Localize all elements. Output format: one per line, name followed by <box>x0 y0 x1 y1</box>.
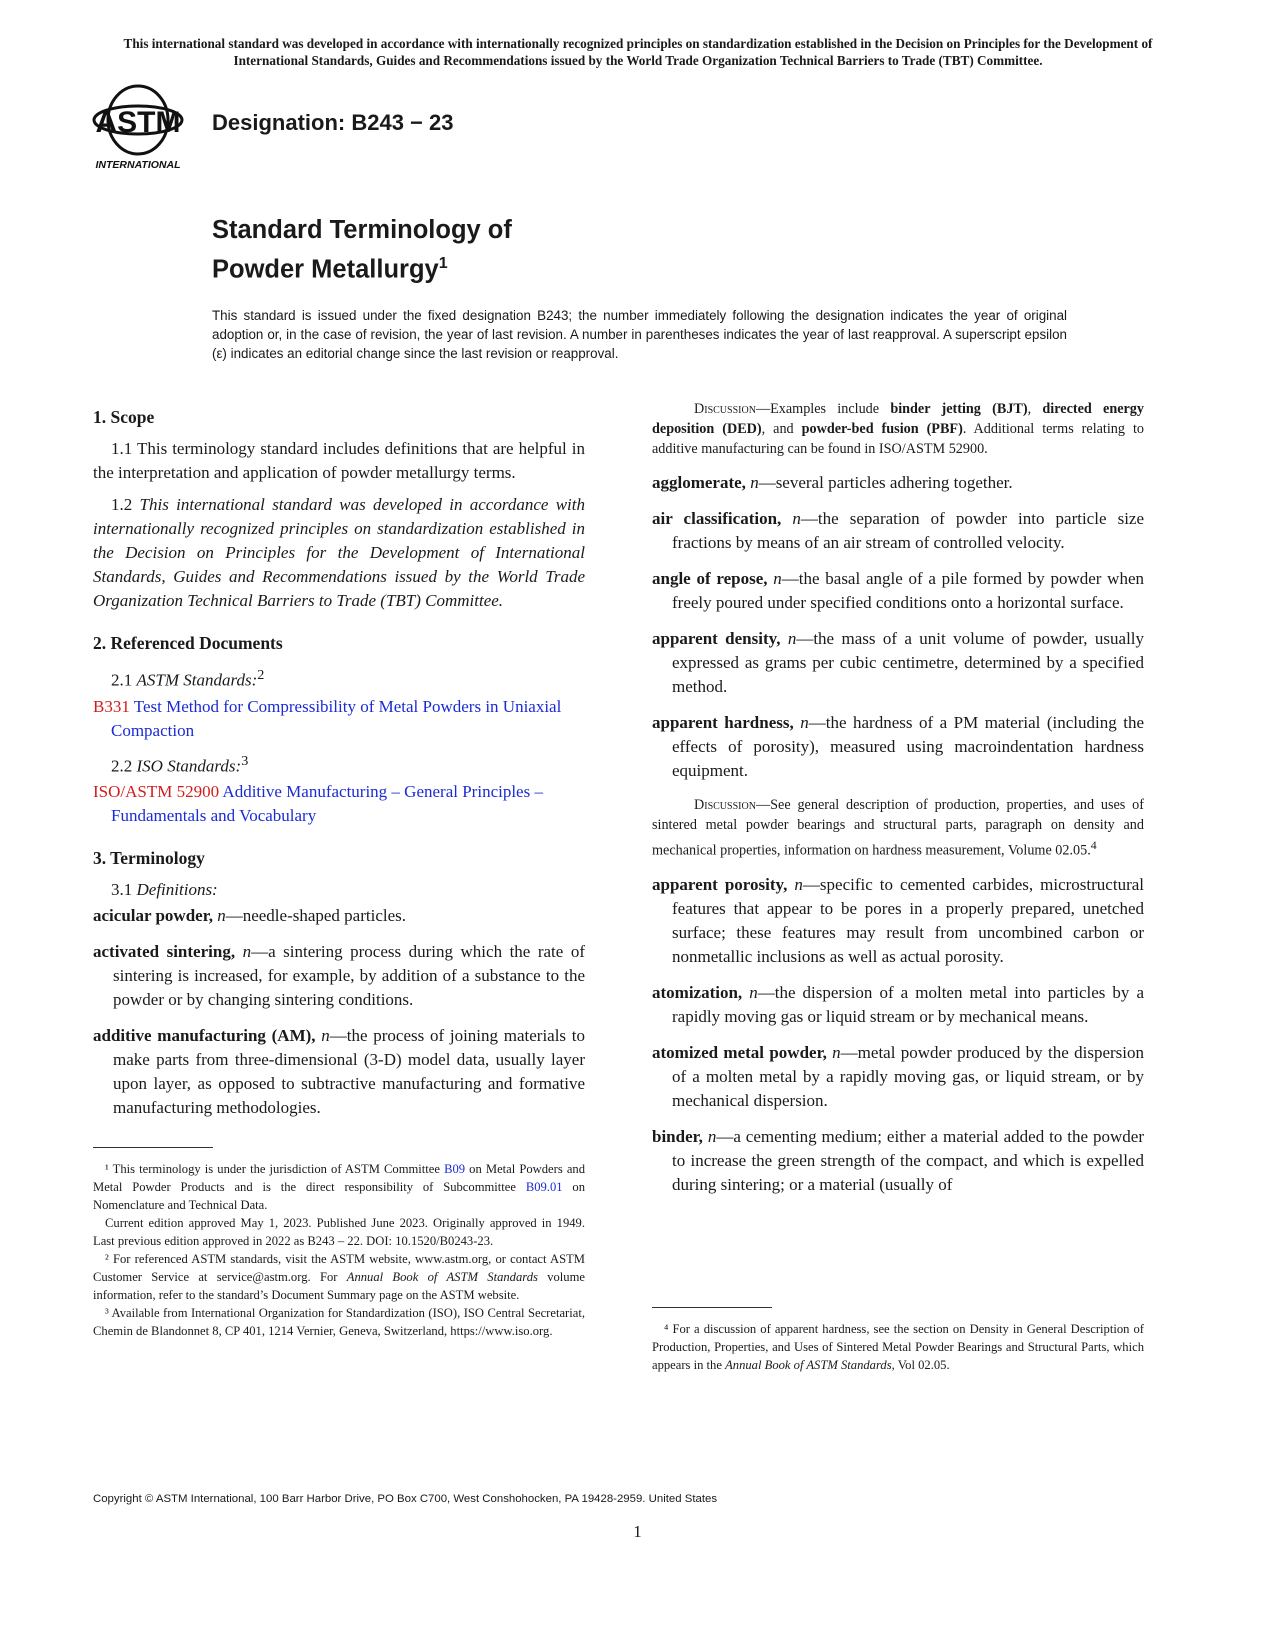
footnote-1-edition: Current edition approved May 1, 2023. Published June 2023. Originally approved in 1949. Last previous edition approved in 2022 as B243 – 22. DOI: 10.1520/B0243-23. <box>93 1216 585 1248</box>
footnote-1-text-c: on Nomenclature and Technical Data. <box>93 1180 585 1212</box>
title-footnote-ref: 1 <box>438 255 448 272</box>
term-pos: n <box>792 509 801 528</box>
term-pos: n <box>800 713 809 732</box>
term-def: —the basal angle of a pile formed by powder when freely poured under specified conditions onto a horizontal surface. <box>672 569 1145 612</box>
term-atomization <box>652 981 1144 1029</box>
footnote-4-italic: Annual Book of ASTM Standards <box>725 1358 892 1372</box>
refdocs-2-1-label: ASTM Standards: <box>136 670 258 690</box>
footnote-1-link-b0901[interactable]: B09.01 <box>525 1180 563 1194</box>
designation: Designation: B243 − 23 <box>212 110 454 135</box>
term-def: —the mass of a unit volume of powder, usually expressed as grams per cubic centimetre, determined by a specified method. <box>672 629 1145 696</box>
discussion-hardness <box>652 795 1144 861</box>
title-line-2: Powder Metallurgy <box>212 255 439 284</box>
scope-1-2-text: This international standard was developed in accordance with internationally recognized principles on standardization established in the Decision on Principles for the Development of International Standards, Guides and Recommendations issued by the World Trade Organization Technical Barriers to Trade (TBT) Committee. <box>93 495 585 610</box>
term-name: angle of repose, <box>652 569 768 588</box>
term-name: atomization, <box>652 982 743 1002</box>
footnote-1-text-b: on Metal Powders and Metal Powder Products and is the direct responsibility of Subcommittee <box>93 1162 586 1194</box>
refdocs-2-1 <box>93 663 585 693</box>
term-name: additive manufacturing (AM), <box>93 1026 316 1046</box>
term-pos: n <box>707 1126 717 1146</box>
term-name: acicular powder, <box>93 906 213 926</box>
term-air-classification <box>652 507 1144 555</box>
term-pos: n <box>773 569 782 588</box>
term-acicular-powder <box>93 904 585 928</box>
refdocs-2-2-num: 2.2 <box>111 756 133 776</box>
term-def: —the separation of powder into particle size fractions by means of an air stream of controlled velocity. <box>672 509 1145 552</box>
discussion-bold-bjt: binder jetting (BJT) <box>890 401 1028 417</box>
term-pos: n <box>750 473 759 492</box>
footnotes-right <box>652 1320 1144 1374</box>
scope-heading: 1. Scope <box>93 407 155 427</box>
term-apparent-hardness <box>652 711 1144 783</box>
intro-paragraph: This standard is issued under the fixed designation B243; the number immediately following the designation indicates the year of original adoption or, in the case of revision, the year of last revision. A number in parentheses indicates the year of last reapproval. A superscript epsilon (ε) indicates an editorial change since the last revision or reapproval. <box>212 308 1067 361</box>
discussion-text: —See general description of production, properties, and uses of sintered metal powder bearings and structural parts, paragraph on density and mechanical properties, information on hardness measurement, Volume 02.05. <box>652 797 1144 859</box>
refdocs-2-2-fn: 3 <box>241 752 249 769</box>
astm-logo <box>90 82 190 174</box>
footnote-1 <box>93 1160 585 1214</box>
footnote-4-text-a: ⁴ For a discussion of apparent hardness, see the section on Density in General Description of Production, Properties, and Uses of Sintered Metal Powder Bearings and Structural Parts, which appears in the <box>652 1322 1144 1372</box>
term-apparent-porosity <box>652 873 1144 969</box>
term-name: apparent hardness, <box>652 713 794 732</box>
footnote-rule-left <box>93 1147 213 1148</box>
ref-iso-code[interactable]: ISO/ASTM 52900 <box>93 782 220 802</box>
page-title <box>212 214 512 287</box>
page-number: 1 <box>633 1522 642 1541</box>
discussion-bold-pbf: powder-bed fusion (PBF) <box>801 421 963 437</box>
term-pos: n <box>832 1042 841 1062</box>
term-name: atomized metal powder, <box>652 1042 827 1062</box>
discussion-text: , and <box>761 421 802 437</box>
refdocs-heading: 2. Referenced Documents <box>93 633 283 653</box>
discussion-label: Discussion <box>694 401 756 417</box>
term-def: —metal powder produced by the dispersion of a molten metal by a rapidly moving gas, or liquid stream, or by mechanical dispersion. <box>672 1042 1144 1110</box>
term-def: —several particles adhering together. <box>758 473 1013 492</box>
footnote-2-text-a: ² For referenced ASTM standards, visit the ASTM website, www.astm.org, or contact ASTM Customer Service at service@astm.org. For <box>93 1252 585 1284</box>
footnote-2 <box>93 1250 585 1304</box>
scope-1-2 <box>93 493 585 613</box>
discussion-footnote-ref: 4 <box>1090 838 1097 852</box>
footnote-3: ³ Available from International Organization for Standardization (ISO), ISO Central Secretariat, Chemin de Blandonnet 8, CP 401, 1214 Vernier, Geneva, Switzerland, https://www.iso.org. <box>93 1306 585 1338</box>
footnote-1-link-b09[interactable]: B09 <box>444 1162 466 1176</box>
wto-notice: This international standard was developed in accordance with internationally recognized principles on standardization established in the Decision on Principles for the Development of International Standards, Guides and Recommendations issued by the World Trade Organization Technical Barriers to Trade (TBT) Committee. <box>123 36 1153 68</box>
term-def: —the dispersion of a molten metal into particles by a rapidly moving gas or liquid stream or by mechanical means. <box>672 982 1144 1026</box>
ref-iso52900[interactable] <box>93 780 585 828</box>
term-activated-sintering <box>93 940 585 1012</box>
term-pos: n <box>749 982 758 1002</box>
refdocs-2-1-fn: 2 <box>257 667 265 683</box>
footnotes-left <box>93 1160 585 1340</box>
term-name: binder, <box>652 1126 703 1146</box>
term-def: —a sintering process during which the rate of sintering is increased, for example, by addition of a substance to the powder or by changing sintering conditions. <box>113 942 585 1010</box>
term-additive-manufacturing <box>93 1024 585 1120</box>
terminology-3-1-label: Definitions: <box>136 880 218 900</box>
discussion-text: —Examples include <box>755 401 891 417</box>
astm-logo-mark <box>90 82 190 174</box>
term-apparent-density <box>652 627 1144 699</box>
refdocs-2-2-label: ISO Standards: <box>136 756 242 776</box>
discussion-bold-ded: directed energy deposition (DED) <box>652 401 1144 437</box>
terminology-heading: 3. Terminology <box>93 848 205 869</box>
footnote-1-text-a: ¹ This terminology is under the jurisdiction of ASTM Committee <box>105 1162 445 1176</box>
logo-letters: ASTM <box>95 106 181 139</box>
scope-1-2-num: 1.2 <box>111 495 133 514</box>
discussion-additive <box>652 399 1144 459</box>
term-pos: n <box>217 906 226 926</box>
term-def: —needle-shaped particles. <box>225 906 407 926</box>
term-name: agglomerate, <box>652 473 746 492</box>
footnote-4-text-b: , Vol 02.05. <box>891 1358 950 1372</box>
term-binder <box>652 1125 1144 1197</box>
term-def: —a cementing medium; either a material added to the powder to increase the green strength of the compact, and which is expelled during sintering; or a material (usually of <box>672 1126 1144 1194</box>
term-atomized-metal-powder <box>652 1041 1144 1113</box>
term-angle-of-repose <box>652 567 1144 615</box>
discussion-text: , <box>1027 401 1043 417</box>
term-name: activated sintering, <box>93 942 236 962</box>
term-pos: n <box>787 629 797 648</box>
terminology-3-1-num: 3.1 <box>111 880 133 900</box>
refdocs-2-1-num: 2.1 <box>111 670 133 690</box>
term-name: apparent density, <box>652 629 781 648</box>
discussion-label: Discussion <box>694 797 756 813</box>
terminology-3-1 <box>93 878 585 902</box>
discussion-text: . Additional terms relating to additive manufacturing can be found in ISO/ASTM 52900. <box>652 421 1144 457</box>
copyright: Copyright © ASTM International, 100 Barr Harbor Drive, PO Box C700, West Conshohocken, PA 19428-2959. United States <box>93 1493 718 1505</box>
ref-iso-title[interactable]: Additive Manufacturing – General Principles – Fundamentals and Vocabulary <box>111 782 543 826</box>
footnote-2-text-b: volume information, refer to the standard’s Document Summary page on the ASTM website. <box>93 1270 585 1302</box>
ref-b331[interactable] <box>93 695 585 743</box>
term-def: —the process of joining materials to make parts from three-dimensional (3-D) model data, usually layer upon layer, as opposed to subtractive manufacturing and formative manufacturing methodologies. <box>113 1026 585 1118</box>
ref-b331-code[interactable]: B331 <box>93 696 130 716</box>
ref-b331-title[interactable]: Test Method for Compressibility of Metal Powders in Uniaxial Compaction <box>111 696 562 740</box>
term-pos: n <box>794 874 803 894</box>
term-def: —the hardness of a PM material (including the effects of porosity), measured using macroindentation hardness equipment. <box>672 713 1145 780</box>
logo-subtext: INTERNATIONAL <box>95 159 181 171</box>
term-def: —specific to cemented carbides, microstructural features that appear to be pores in a properly prepared, unetched surface; these features may result from uncombined carbon or nonmetallic inclusions as well as actual porosity. <box>672 874 1144 966</box>
term-agglomerate <box>652 471 1144 495</box>
scope-1-1: 1.1 This terminology standard includes definitions that are helpful in the interpretation and application of powder metallurgy terms. <box>93 439 585 482</box>
term-name: air classification, <box>652 509 782 528</box>
title-line-1: Standard Terminology of <box>212 216 512 244</box>
refdocs-2-2 <box>93 749 585 779</box>
term-name: apparent porosity, <box>652 874 788 894</box>
term-pos: n <box>321 1026 330 1046</box>
left-column <box>93 405 585 1132</box>
right-column <box>652 399 1144 1209</box>
footnote-2-italic: Annual Book of ASTM Standards <box>346 1270 538 1284</box>
footnote-4 <box>652 1320 1144 1374</box>
footnote-rule-right <box>652 1307 772 1308</box>
term-pos: n <box>242 942 252 962</box>
